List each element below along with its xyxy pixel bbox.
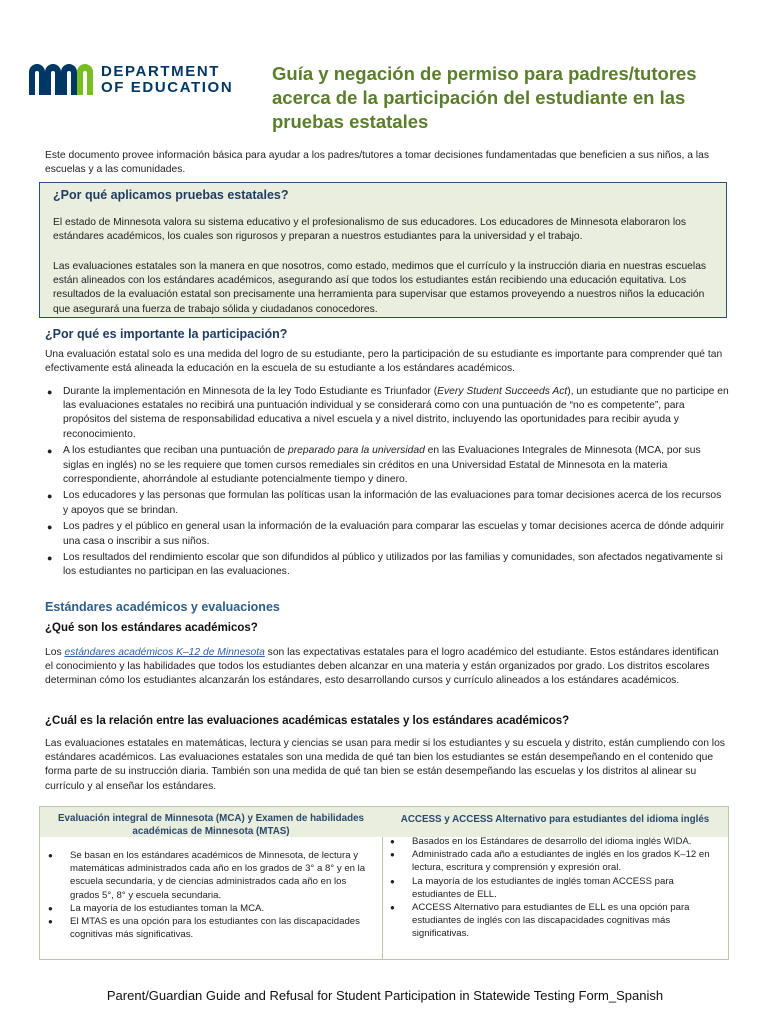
bullet-icon: ●: [390, 837, 395, 846]
access-header: ACCESS y ACCESS Alternativo para estudiantes del idioma inglés: [400, 814, 710, 825]
logo-line-1: DEPARTMENT: [101, 63, 221, 80]
mde-logo: [27, 62, 237, 98]
bullet-icon: ●: [47, 491, 53, 502]
logo-text: [101, 64, 233, 96]
participation-list: [45, 385, 729, 582]
list-item: ● Los padres y el público en general usan la información de la evaluación para comparar las escuelas y tomar decisiones acerca de dónde adquirir una casa o inscribir a sus niños.: [47, 521, 725, 547]
list-item: ● Durante la implementación en Minnesota de la ley Todo Estudiante es Triunfador (Every Student Succeeds Act), un estudiante que no participe en las evaluaciones estatales no recibirá una puntuación individual y se considerará como con una puntuación de “no es competente”, para propósitos del sistema de responsabilidad educativa a nivel escuela y a nivel distrito, incluyendo las oportunidades para recibir ayuda y reconocimiento.: [47, 386, 729, 440]
intro-paragraph: Este documento provee información básica para ayudar a los padres/tutores a tomar decisiones fundamentadas que beneficien a sus niños, a las escuelas y a las comunidades.: [45, 150, 709, 176]
bullet-icon: ●: [47, 446, 53, 457]
list-item: ● Los educadores y las personas que formulan las políticas usan la información de las evaluaciones para tomar decisiones acerca de los recursos y apoyos que se brindan.: [47, 490, 722, 516]
standards-question-1: ¿Qué son los estándares académicos?: [45, 622, 258, 634]
list-item: ● ACCESS Alternativo para estudiantes de ELL es una opción para estudiantes de inglés con las discapacidades cognitivas más significativas.: [390, 902, 690, 940]
bullet-icon: ●: [390, 903, 395, 913]
standards-link[interactable]: estándares académicos K–12 de Minnesota: [64, 647, 265, 658]
mn-logo-icon: [27, 62, 97, 96]
table-column-mca: [40, 807, 383, 959]
list-item: ● Los resultados del rendimiento escolar que son difundidos al público y utilizados por las familias y comunidades, son afectados negativamente si los estudiantes no participan en las evaluaciones.: [47, 552, 723, 578]
why-testing-paragraph-1: El estado de Minnesota valora su sistema educativo y el profesionalismo de sus educadores. Los educadores de Minnesota elaboraron los estándares académicos, los cuales son rigurosos y preparan a nuestros estudiantes para la universidad y el trabajo.: [53, 217, 687, 243]
bullet-icon: ●: [47, 387, 53, 397]
list-item: ● Basados en los Estándares de desarrollo del idioma inglés WIDA.: [390, 836, 692, 847]
bullet-icon: ●: [47, 553, 53, 564]
bullet-icon: ●: [47, 522, 53, 533]
page-footer: Parent/Guardian Guide and Refusal for Student Participation in Statewide Testing Form_Spanish: [106, 988, 664, 1003]
table-column-access: [382, 807, 728, 959]
bullet-icon: ●: [48, 917, 53, 927]
why-testing-heading: ¿Por qué aplicamos pruebas estatales?: [53, 188, 289, 202]
document-title: Guía y negación de permiso para padres/tutores acerca de la participación del estudiante en las pruebas estatales: [272, 63, 697, 132]
bullet-icon: ●: [48, 851, 53, 860]
mca-header: Evaluación integral de Minnesota (MCA) y Examen de habilidades académicas de Minnesota (MTAS): [58, 813, 364, 837]
why-testing-box: [39, 182, 727, 318]
list-item: ● A los estudiantes que reciban una puntuación de preparado para la universidad en las Evaluaciones Integrales de Minnesota (MCA, por sus siglas en inglés) no se les requiere que tomen cursos remediales sin créditos en una Universidad Estatal de Minnesota en la materia correspondiente, ahorrándole al estudiante potencialmente tiempo y dinero.: [47, 445, 701, 485]
bullet-icon: ●: [390, 876, 395, 886]
standards-heading: Estándares académicos y evaluaciones: [45, 600, 280, 614]
bullet-icon: ●: [48, 903, 53, 913]
access-list: [388, 835, 722, 941]
mca-list: [46, 849, 376, 941]
list-item: ● Administrado cada año a estudiantes de inglés en los grados K–12 en lectura, escritura y comprensión y expresión oral.: [390, 849, 710, 874]
logo-line-2: OF EDUCATION: [101, 79, 234, 96]
why-testing-paragraph-2: Las evaluaciones estatales son la manera en que nosotros, como estado, medimos que el currículo y la instrucción diaria en nuestras escuelas están alineados con los estándares académicos, asegurando así que todos los estudiantes están recibiendo una educación equitativa. Los resultados de la evaluación estatal son precisamente una herramienta para supervisar que estamos proveyendo a nuestros niños la educación que asegurará una fuerza de trabajo sólida y ciudadanos conocedores.: [53, 261, 707, 315]
bullet-icon: ●: [390, 850, 395, 860]
participation-intro: Una evaluación estatal solo es una medida del logro de su estudiante, pero la participación de su estudiante es importante para comprender qué tan efectivamente está alineada la educación en la escuela de su estudiante a los estándares académicos.: [45, 349, 723, 375]
standards-paragraph-2: Las evaluaciones estatales en matemáticas, lectura y ciencias se usan para medir si los estudiantes y su escuela y distrito, están cumpliendo con los estándares académicos. Las evaluaciones estatales son una medida de qué tan bien los estudiantes se están desempeñando en el contenido que forma parte de su instrucción diaria. También son una medida de qué tan bien se están desempeñando las escuelas y los distritos al alinear su currículo y al enseñar los estándares.: [45, 738, 725, 792]
list-item: ● Se basan en los estándares académicos de Minnesota, de lectura y matemáticas administrados cada año en los grados de 3° a 8° y en la escuela secundaria, y de ciencias administrados cada año en los grados 5°, 8° y escuela secundaria.: [48, 850, 366, 901]
participation-heading: ¿Por qué es importante la participación?: [45, 327, 288, 341]
list-item: ● El MTAS es una opción para los estudiantes con las discapacidades cognitivas más significativas.: [48, 916, 360, 941]
standards-question-2: ¿Cuál es la relación entre las evaluaciones académicas estatales y los estándares académicos?: [45, 715, 570, 727]
list-item: ● La mayoría de los estudiantes toman la MCA.: [48, 902, 265, 914]
list-item: ● La mayoría de los estudiantes de inglés toman ACCESS para estudiantes de ELL.: [390, 875, 674, 900]
assessments-table: [39, 806, 729, 960]
standards-paragraph-1: Los estándares académicos K–12 de Minnesota son las expectativas estatales para el logro académico del estudiante. Estos estándares identifican el conocimiento y las habilidades que todos los estudiantes deben alcanzar en una materia y están organizados por grado. Los distritos escolares determinan cómo los estudiantes alcanzarán los estándares, esto desarrollando cursos y currículo alineados a los estándares académicos.: [45, 647, 719, 687]
